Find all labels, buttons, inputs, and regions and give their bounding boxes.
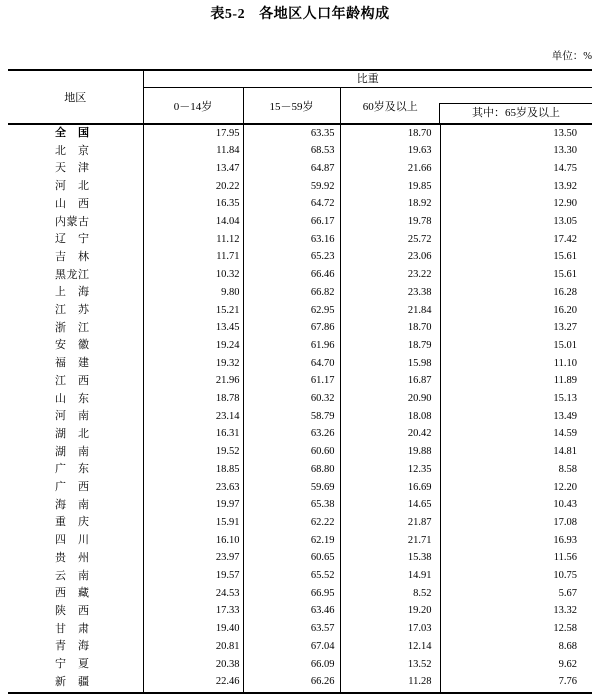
value-cell: 63.16 — [243, 231, 340, 249]
value-cell: 20.22 — [143, 178, 243, 196]
value-cell: 66.95 — [243, 585, 340, 603]
value-cell: 16.28 — [440, 284, 592, 302]
region-name: 山东 — [55, 392, 89, 405]
value-cell: 63.57 — [243, 621, 340, 639]
value-cell: 12.35 — [340, 461, 440, 479]
value-cell: 62.95 — [243, 302, 340, 320]
value-cell: 19.24 — [143, 337, 243, 355]
table-row — [8, 320, 592, 338]
value-cell: 17.03 — [340, 621, 440, 639]
value-cell: 19.40 — [143, 621, 243, 639]
page-title — [0, 6, 600, 24]
region-name: 黑龙江 — [55, 268, 89, 281]
region-name: 重庆 — [55, 516, 89, 529]
region-cell — [8, 479, 143, 497]
value-cell: 15.61 — [440, 267, 592, 285]
region-name: 吉林 — [55, 250, 89, 263]
header-proportion-group: 比重 — [143, 70, 592, 88]
value-cell: 11.28 — [340, 674, 440, 693]
table-row — [8, 621, 592, 639]
value-cell: 11.71 — [143, 249, 243, 267]
value-cell: 20.81 — [143, 638, 243, 656]
table-row — [8, 444, 592, 462]
region-cell — [8, 408, 143, 426]
region-cell — [8, 514, 143, 532]
table-row — [8, 178, 592, 196]
value-cell: 16.93 — [440, 532, 592, 550]
value-cell: 10.43 — [440, 497, 592, 515]
value-cell: 7.76 — [440, 674, 592, 693]
value-cell: 17.08 — [440, 514, 592, 532]
header-col-age-0-14: 0－14岁 — [143, 88, 243, 125]
table-row — [8, 638, 592, 656]
region-name: 北京 — [55, 144, 89, 157]
value-cell: 11.56 — [440, 550, 592, 568]
value-cell: 14.04 — [143, 214, 243, 232]
table-row — [8, 196, 592, 214]
value-cell: 23.97 — [143, 550, 243, 568]
region-cell — [8, 426, 143, 444]
value-cell: 65.38 — [243, 497, 340, 515]
region-cell — [8, 160, 143, 178]
region-cell — [8, 267, 143, 285]
value-cell: 61.17 — [243, 373, 340, 391]
region-cell — [8, 143, 143, 161]
value-cell: 9.80 — [143, 284, 243, 302]
value-cell: 23.22 — [340, 267, 440, 285]
table-row — [8, 479, 592, 497]
region-name: 湖北 — [55, 427, 89, 440]
value-cell: 15.61 — [440, 249, 592, 267]
value-cell: 19.32 — [143, 355, 243, 373]
value-cell: 16.20 — [440, 302, 592, 320]
region-cell — [8, 568, 143, 586]
value-cell: 13.45 — [143, 320, 243, 338]
region-cell — [8, 603, 143, 621]
value-cell: 23.63 — [143, 479, 243, 497]
value-cell: 8.52 — [340, 585, 440, 603]
value-cell: 18.70 — [340, 320, 440, 338]
region-name: 福建 — [55, 357, 89, 370]
value-cell: 10.32 — [143, 267, 243, 285]
table-row — [8, 214, 592, 232]
table-title-text: 各地区人口年龄构成 — [259, 7, 390, 22]
value-cell: 20.38 — [143, 656, 243, 674]
value-cell: 11.84 — [143, 143, 243, 161]
value-cell: 24.53 — [143, 585, 243, 603]
age-composition-table — [8, 69, 592, 694]
value-cell: 8.58 — [440, 461, 592, 479]
value-cell: 15.21 — [143, 302, 243, 320]
region-cell — [8, 355, 143, 373]
region-cell — [8, 214, 143, 232]
value-cell: 19.88 — [340, 444, 440, 462]
region-name: 江西 — [55, 374, 89, 387]
value-cell: 59.69 — [243, 479, 340, 497]
value-cell: 14.81 — [440, 444, 592, 462]
table-row — [8, 674, 592, 693]
region-name: 湖南 — [55, 445, 89, 458]
value-cell: 21.96 — [143, 373, 243, 391]
table-row — [8, 461, 592, 479]
table-row — [8, 143, 592, 161]
table-number-label: 表5-2 — [210, 7, 246, 22]
header-region: 地区 — [8, 70, 143, 124]
value-cell: 14.75 — [440, 160, 592, 178]
value-cell: 8.68 — [440, 638, 592, 656]
value-cell: 12.14 — [340, 638, 440, 656]
value-cell: 59.92 — [243, 178, 340, 196]
value-cell: 11.10 — [440, 355, 592, 373]
header-col-age-60-plus: 60岁及以上 — [340, 88, 440, 125]
value-cell: 19.97 — [143, 497, 243, 515]
value-cell: 67.86 — [243, 320, 340, 338]
value-cell: 63.46 — [243, 603, 340, 621]
value-cell: 17.33 — [143, 603, 243, 621]
table-row — [8, 514, 592, 532]
value-cell: 13.92 — [440, 178, 592, 196]
value-cell: 9.62 — [440, 656, 592, 674]
table-row — [8, 160, 592, 178]
value-cell: 64.72 — [243, 196, 340, 214]
value-cell: 63.26 — [243, 426, 340, 444]
table-row — [8, 284, 592, 302]
region-name: 广西 — [55, 481, 89, 494]
value-cell: 60.60 — [243, 444, 340, 462]
region-cell — [8, 585, 143, 603]
value-cell: 15.38 — [340, 550, 440, 568]
table-row — [8, 391, 592, 409]
value-cell: 16.10 — [143, 532, 243, 550]
region-name: 青海 — [55, 640, 89, 653]
region-cell — [8, 391, 143, 409]
region-cell — [8, 638, 143, 656]
value-cell: 61.96 — [243, 337, 340, 355]
value-cell: 13.05 — [440, 214, 592, 232]
region-cell — [8, 532, 143, 550]
region-name: 西藏 — [55, 587, 89, 600]
value-cell: 62.22 — [243, 514, 340, 532]
value-cell: 65.52 — [243, 568, 340, 586]
value-cell: 12.90 — [440, 196, 592, 214]
region-name: 天津 — [55, 162, 89, 175]
value-cell: 16.69 — [340, 479, 440, 497]
region-name: 甘肃 — [55, 622, 89, 635]
value-cell: 23.38 — [340, 284, 440, 302]
region-cell — [8, 284, 143, 302]
table-row — [8, 550, 592, 568]
value-cell: 19.20 — [340, 603, 440, 621]
value-cell: 63.35 — [243, 124, 340, 143]
value-cell: 60.32 — [243, 391, 340, 409]
value-cell: 62.19 — [243, 532, 340, 550]
value-cell: 13.50 — [440, 124, 592, 143]
value-cell: 17.42 — [440, 231, 592, 249]
value-cell: 23.14 — [143, 408, 243, 426]
value-cell: 13.49 — [440, 408, 592, 426]
value-cell: 66.82 — [243, 284, 340, 302]
table-row — [8, 231, 592, 249]
value-cell: 21.87 — [340, 514, 440, 532]
region-cell — [8, 550, 143, 568]
region-cell — [8, 444, 143, 462]
table-row — [8, 249, 592, 267]
value-cell: 13.32 — [440, 603, 592, 621]
table-header — [8, 70, 592, 124]
region-cell — [8, 674, 143, 693]
value-cell: 11.12 — [143, 231, 243, 249]
region-name: 海南 — [55, 498, 89, 511]
table-row — [8, 355, 592, 373]
region-name: 辽宁 — [55, 233, 89, 246]
value-cell: 16.35 — [143, 196, 243, 214]
table-row — [8, 497, 592, 515]
value-cell: 14.59 — [440, 426, 592, 444]
value-cell: 19.63 — [340, 143, 440, 161]
region-name: 山西 — [55, 197, 89, 210]
region-cell — [8, 249, 143, 267]
value-cell: 14.65 — [340, 497, 440, 515]
region-cell — [8, 373, 143, 391]
region-name: 河北 — [55, 180, 89, 193]
header-col-age-15-59: 15－59岁 — [243, 88, 340, 125]
value-cell: 64.87 — [243, 160, 340, 178]
value-cell: 20.42 — [340, 426, 440, 444]
region-cell — [8, 231, 143, 249]
value-cell: 68.80 — [243, 461, 340, 479]
region-name: 宁夏 — [55, 658, 89, 671]
region-name: 安徽 — [55, 339, 89, 352]
value-cell: 13.52 — [340, 656, 440, 674]
region-cell — [8, 320, 143, 338]
region-name: 广东 — [55, 463, 89, 476]
value-cell: 65.23 — [243, 249, 340, 267]
value-cell: 16.31 — [143, 426, 243, 444]
table-row — [8, 408, 592, 426]
value-cell: 22.46 — [143, 674, 243, 693]
value-cell: 16.87 — [340, 373, 440, 391]
region-name: 江苏 — [55, 304, 89, 317]
value-cell: 68.53 — [243, 143, 340, 161]
region-cell — [8, 124, 143, 143]
table-row — [8, 302, 592, 320]
value-cell: 67.04 — [243, 638, 340, 656]
region-name: 新疆 — [55, 675, 89, 688]
value-cell: 12.58 — [440, 621, 592, 639]
region-name: 河南 — [55, 410, 89, 423]
value-cell: 13.27 — [440, 320, 592, 338]
region-name: 云南 — [55, 569, 89, 582]
value-cell: 19.85 — [340, 178, 440, 196]
value-cell: 18.78 — [143, 391, 243, 409]
value-cell: 23.06 — [340, 249, 440, 267]
value-cell: 5.67 — [440, 585, 592, 603]
value-cell: 15.13 — [440, 391, 592, 409]
header-col-age-65-plus: 其中：65岁及以上 — [439, 103, 592, 123]
header-row-group — [8, 70, 592, 88]
value-cell: 66.17 — [243, 214, 340, 232]
value-cell: 14.91 — [340, 568, 440, 586]
value-cell: 15.91 — [143, 514, 243, 532]
table-row — [8, 337, 592, 355]
table-body — [8, 124, 592, 693]
value-cell: 21.84 — [340, 302, 440, 320]
region-cell — [8, 497, 143, 515]
value-cell: 18.85 — [143, 461, 243, 479]
value-cell: 15.98 — [340, 355, 440, 373]
value-cell: 25.72 — [340, 231, 440, 249]
header-col-age-65-plus-cell — [440, 88, 592, 125]
value-cell: 13.30 — [440, 143, 592, 161]
region-name: 上海 — [55, 286, 89, 299]
value-cell: 21.71 — [340, 532, 440, 550]
value-cell: 66.09 — [243, 656, 340, 674]
value-cell: 18.70 — [340, 124, 440, 143]
value-cell: 66.46 — [243, 267, 340, 285]
region-cell — [8, 178, 143, 196]
region-cell — [8, 302, 143, 320]
value-cell: 11.89 — [440, 373, 592, 391]
unit-note: 单位：% — [551, 51, 592, 62]
value-cell: 18.08 — [340, 408, 440, 426]
region-name: 陕西 — [55, 604, 89, 617]
table-row — [8, 532, 592, 550]
region-cell — [8, 337, 143, 355]
region-name: 全国 — [55, 127, 89, 139]
value-cell: 17.95 — [143, 124, 243, 143]
region-name: 贵州 — [55, 551, 89, 564]
table-row — [8, 373, 592, 391]
value-cell: 10.75 — [440, 568, 592, 586]
table-row — [8, 124, 592, 143]
table-row — [8, 585, 592, 603]
table-row — [8, 568, 592, 586]
value-cell: 12.20 — [440, 479, 592, 497]
region-cell — [8, 461, 143, 479]
value-cell: 18.79 — [340, 337, 440, 355]
value-cell: 58.79 — [243, 408, 340, 426]
value-cell: 13.47 — [143, 160, 243, 178]
value-cell: 18.92 — [340, 196, 440, 214]
region-cell — [8, 196, 143, 214]
value-cell: 21.66 — [340, 160, 440, 178]
value-cell: 66.26 — [243, 674, 340, 693]
value-cell: 64.70 — [243, 355, 340, 373]
value-cell: 19.57 — [143, 568, 243, 586]
value-cell: 19.78 — [340, 214, 440, 232]
value-cell: 15.01 — [440, 337, 592, 355]
region-cell — [8, 621, 143, 639]
value-cell: 60.65 — [243, 550, 340, 568]
table-row — [8, 426, 592, 444]
table-row — [8, 603, 592, 621]
table-row — [8, 267, 592, 285]
region-name: 内蒙古 — [55, 215, 89, 228]
region-name: 浙江 — [55, 321, 89, 334]
value-cell: 20.90 — [340, 391, 440, 409]
value-cell: 19.52 — [143, 444, 243, 462]
region-name: 四川 — [55, 534, 89, 547]
